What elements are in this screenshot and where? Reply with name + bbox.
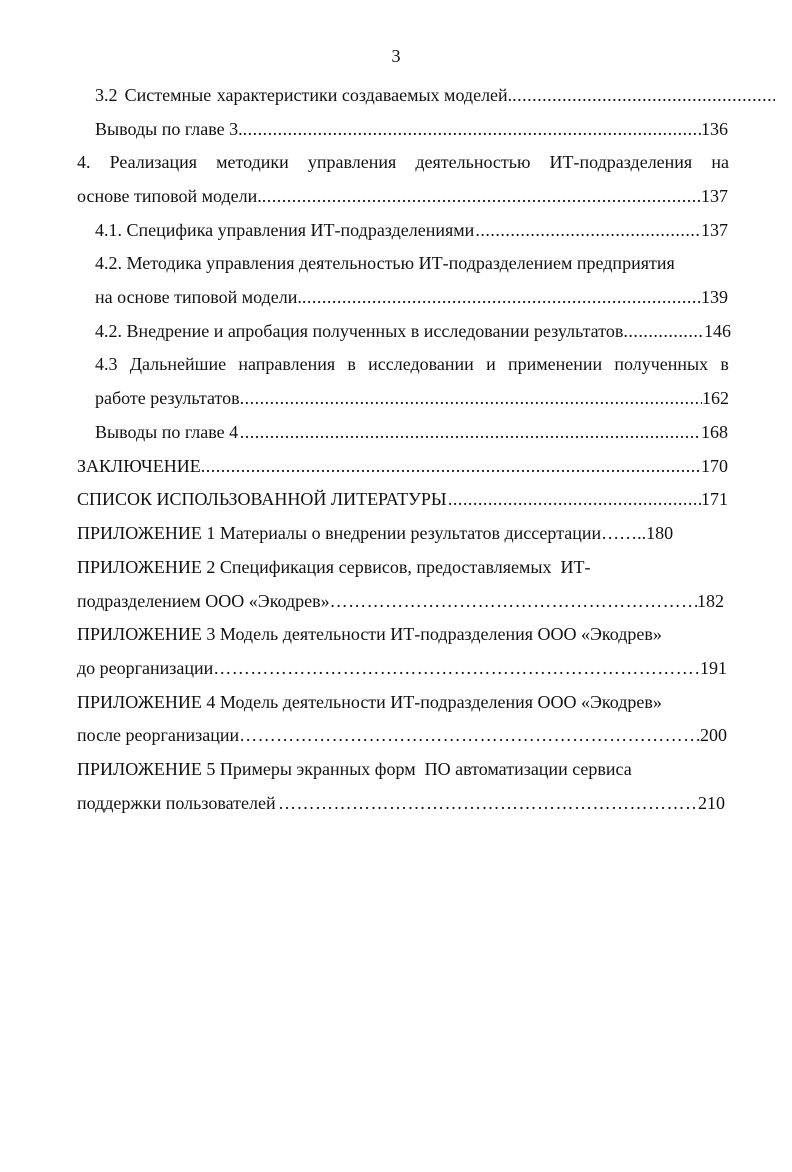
- toc-word: ИТ-подразделения: [549, 152, 693, 172]
- toc-page-number: 137: [701, 186, 728, 206]
- toc-entry-word: Системные: [124, 85, 212, 105]
- toc-entry-4-1[interactable]: [95, 219, 728, 243]
- toc-entry-title: поддержки пользователей: [77, 793, 276, 813]
- toc-entry-title: на основе типовой модели.: [95, 287, 302, 307]
- toc-entry-chapter-4[interactable]: [77, 151, 729, 175]
- toc-leader-dots: [239, 724, 700, 746]
- toc-entry-title: ПРИЛОЖЕНИЕ 1 Материалы о внедрении результатов диссертации: [77, 523, 602, 543]
- toc-word: направления: [238, 354, 336, 374]
- toc-entry-title: до реорганизации: [77, 658, 214, 678]
- toc-word: в: [347, 354, 356, 374]
- toc-word: применении: [507, 354, 603, 374]
- toc-entry-appendix-4-cont[interactable]: [77, 724, 727, 748]
- toc-leader-dots: [201, 455, 701, 477]
- toc-entry-conclusions-ch3[interactable]: [95, 118, 728, 142]
- toc-entry-title: ЗАКЛЮЧЕНИЕ: [77, 456, 201, 476]
- toc-leader-dots: [240, 421, 701, 443]
- toc-entry-title: основе типовой модели.: [77, 186, 262, 206]
- toc-word: в: [720, 354, 729, 374]
- toc-page-number: 210: [698, 793, 725, 813]
- toc-entry-title: ПРИЛОЖЕНИЕ 2 Спецификация сервисов, предоставляемых ИТ-: [77, 557, 591, 577]
- toc-word: 4.3: [95, 354, 118, 374]
- toc-entry-conclusions-ch4[interactable]: [95, 421, 728, 445]
- toc-leader-dots: [278, 792, 695, 814]
- toc-entry-title: 4.2. Методика управления деятельностью ИТ-подразделением предприятия: [95, 253, 675, 273]
- toc-entry-title: 4.1. Специфика управления ИТ-подразделениями: [95, 220, 475, 240]
- toc-leader-dots: [243, 118, 701, 140]
- toc-word: исследовании: [368, 354, 474, 374]
- toc-page-number: 170: [701, 456, 728, 476]
- toc-word: на: [711, 152, 729, 172]
- toc-entry-chapter-4-cont[interactable]: [77, 185, 728, 209]
- toc-leader-dots: [302, 286, 701, 308]
- toc-entry-number: 3.2: [95, 85, 118, 105]
- toc-entry-title: Выводы по главе 3.: [95, 119, 243, 139]
- toc-leader-dots: [623, 320, 704, 342]
- toc-entry-title: СПИСОК ИСПОЛЬЗОВАННОЙ ЛИТЕРАТУРЫ: [77, 489, 447, 509]
- toc-leader-dots: [475, 219, 701, 241]
- toc-leader-dots: [240, 387, 702, 409]
- toc-entry-appendix-5-cont[interactable]: [77, 792, 725, 816]
- toc-word: управления: [307, 152, 397, 172]
- toc-word: деятельностью: [415, 152, 531, 172]
- toc-page-number: 139: [701, 287, 728, 307]
- toc-word: Реализация: [109, 152, 197, 172]
- toc-word: методики: [216, 152, 289, 172]
- toc-entry-appendix-5[interactable]: [77, 758, 707, 782]
- toc-word: полученных: [614, 354, 709, 374]
- toc-entry-title: ПРИЛОЖЕНИЕ 5 Примеры экранных форм ПО автоматизации сервиса: [77, 759, 632, 779]
- toc-entry-4-3-cont[interactable]: [95, 387, 729, 411]
- toc-entry-title: работе результатов: [95, 388, 240, 408]
- toc-entry-4-3[interactable]: [95, 353, 729, 377]
- toc-word: 4.: [77, 152, 91, 172]
- toc-page-number: 168: [701, 422, 728, 442]
- toc-entry-title: ПРИЛОЖЕНИЕ 4 Модель деятельности ИТ-подразделения ООО «Экодрев»: [77, 692, 662, 712]
- toc-entry-4-2-methodology-cont[interactable]: [95, 286, 728, 310]
- toc-leader-dots: [448, 488, 701, 510]
- toc-leader-dots: [512, 84, 775, 106]
- toc-entry-conclusion[interactable]: [77, 455, 728, 479]
- toc-entry-title: Выводы по главе 4: [95, 422, 239, 442]
- toc-entry-title: ПРИЛОЖЕНИЕ 3 Модель деятельности ИТ-подразделения ООО «Экодрев»: [77, 624, 662, 644]
- toc-page-number: 180: [646, 523, 674, 543]
- toc-entry-references[interactable]: [77, 488, 728, 512]
- toc-entry-appendix-2[interactable]: [77, 556, 637, 580]
- toc-word: Дальнейшие: [129, 354, 227, 374]
- toc-entry-title: подразделением ООО «Экодрев»: [77, 591, 330, 611]
- toc-entry-title: после реорганизации: [77, 725, 240, 745]
- page-number: 3: [391, 46, 401, 66]
- toc-entry-appendix-3[interactable]: [77, 623, 727, 647]
- toc-page-number: 171: [701, 489, 728, 509]
- toc-entry-title: характеристики создаваемых моделей.: [216, 85, 513, 105]
- toc-entry-title: 4.2. Внедрение и апробация полученных в исследовании результатов: [95, 321, 624, 341]
- toc-leader-dots: ……..: [601, 523, 647, 543]
- toc-entry-4-2-methodology[interactable]: [95, 252, 729, 276]
- toc-page-number: 136: [701, 119, 728, 139]
- toc-leader-dots: [330, 590, 697, 612]
- toc-page-number: 137: [701, 220, 728, 240]
- toc-entry-4-2-implementation[interactable]: [95, 320, 731, 344]
- toc-page-number: 146: [704, 321, 731, 341]
- toc-page-number: 200: [700, 725, 727, 745]
- toc-entry-appendix-3-cont[interactable]: [77, 657, 727, 681]
- toc-entry-3-2[interactable]: [95, 84, 775, 108]
- toc-leader-dots: [213, 657, 700, 679]
- toc-page-number: 162: [702, 388, 729, 408]
- toc-word: и: [486, 354, 496, 374]
- toc-page-number: 182: [697, 591, 724, 611]
- toc-entry-appendix-1[interactable]: [77, 522, 727, 546]
- toc-page-number: 191: [700, 658, 727, 678]
- toc-leader-dots: [262, 185, 701, 207]
- toc-entry-appendix-4[interactable]: [77, 691, 721, 715]
- toc-entry-appendix-2-cont[interactable]: [77, 590, 724, 614]
